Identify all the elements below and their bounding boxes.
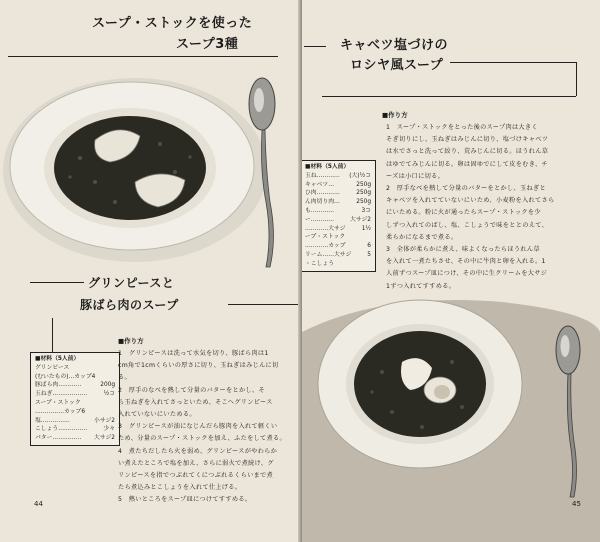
ingredient-qty: 250g	[356, 199, 371, 206]
ingredient-qty: 6	[367, 243, 371, 250]
right-title-rule-right	[450, 62, 576, 63]
ingredient-qty: ½コ	[103, 391, 115, 398]
ingredient-row	[35, 417, 115, 426]
method-line: 2 厚手のなべを熱して分量のバターをとかし、そ	[118, 386, 265, 394]
ingredient-qty: 250g	[356, 190, 371, 197]
ingredient-name: グリンピース	[35, 364, 70, 371]
left-page-number: 44	[34, 500, 43, 508]
method-line: 3 グリンピースが油になじんだら豚肉を入れて軽くい	[118, 423, 278, 431]
method-line: 1 グリンピースは洗って水気を切り、豚ばら肉は1	[118, 350, 269, 357]
method-line: る。	[118, 374, 131, 382]
ingredient-row	[305, 172, 371, 181]
ingredient-qty: 200g	[100, 382, 115, 389]
method-line: そぎ切りにし、玉ねぎはみじんに切り、塩づけキャベツ	[386, 136, 549, 144]
ingredient-row	[305, 198, 371, 207]
ingredient-qty: 1½	[361, 225, 371, 232]
left-title-line2: スープ3種	[176, 37, 239, 52]
method-line: を入れて一煮たちさせ、その中に牛肉と卵を入れる。1	[386, 258, 546, 266]
ingredient-row	[35, 399, 115, 408]
ingredient-row	[35, 364, 115, 373]
cabbage-soup-photo	[302, 292, 600, 542]
right-method-head: ■作り方	[382, 111, 408, 119]
ingredient-qty: 250g	[356, 181, 371, 188]
method-line: 3 全体が柔らかに煮え、味よくなったらほうれん草	[386, 246, 540, 254]
method-line: リンピースを指でつぶれてくにつぶれるくらいまで煮	[118, 472, 274, 480]
ingredient-row	[305, 260, 371, 269]
method-line: は水でさっと洗って絞り、荒みじんに切る。ほうれん草	[386, 148, 549, 156]
ingredient-name: …………カップ	[305, 243, 346, 250]
ingredient-row	[305, 233, 371, 242]
ingredient-row	[35, 408, 115, 417]
right-ingredients-list	[305, 172, 371, 269]
right-ingredients-head: ■材料（5人前）	[305, 164, 350, 170]
left-ingredients-box	[30, 352, 120, 446]
ingredient-name: …………大サジ	[305, 225, 346, 232]
ingredient-row	[305, 251, 371, 260]
ingredient-name: バター……………	[35, 435, 82, 442]
ingredient-row	[305, 189, 371, 198]
right-title-rule-bottom	[322, 96, 576, 97]
method-line: 4 煮たちだしたら火を弱め、グリンピースがやわらか	[118, 447, 278, 455]
left-ingredients-list	[35, 364, 115, 443]
ingredient-name: 玉ね…………	[305, 172, 340, 179]
ingredient-name: キャベツ…	[305, 181, 334, 188]
ingredient-row	[35, 425, 115, 434]
ingredient-name: ん肉切り肉…	[305, 199, 340, 206]
ingredient-name: ・こしょう	[305, 260, 334, 267]
right-page	[302, 0, 600, 542]
ingredient-row	[305, 225, 371, 234]
method-line: 1 スープ・ストックをとった後のスープ肉は大きく	[386, 124, 538, 131]
left-title-line1: スープ・ストックを使った	[92, 16, 253, 31]
method-line: 入れていないにいためる。	[118, 411, 196, 419]
green-pea-soup-photo	[0, 62, 290, 292]
subtitle-rule-right	[228, 304, 298, 305]
method-line: にいためる。粉に火が通ったらスープ・ストックを少	[386, 209, 541, 217]
method-line: 人前ずつスープ皿につけ、その中に生クリームを大サジ	[386, 270, 548, 278]
left-subtitle-line2: 豚ばら肉のスープ	[80, 298, 179, 312]
ingredient-name: スープ・ストック	[35, 399, 81, 406]
method-line: ーズは小口に切る。	[386, 172, 445, 180]
method-line: い煮えたところで塩を加え、さらに弱火で煮続け、グ	[118, 459, 274, 467]
ingredient-qty: 大サジ2	[350, 216, 371, 223]
method-line: キャベツを入れてていないにいため、小麦粉を入れてさら	[386, 197, 555, 205]
right-ingredients-box	[302, 160, 376, 272]
method-line: cm角で1cmくらいの厚さに切り、玉ねぎはみじんに切	[118, 362, 279, 370]
right-title-vertical-rule	[576, 62, 577, 96]
ingredient-name: ープ・ストック	[305, 234, 346, 241]
ingredient-name: 塩……………	[35, 417, 70, 424]
ingredient-row	[35, 434, 115, 443]
method-line: ら玉ねぎを入れてさっといため、そこへグリンピース	[118, 398, 273, 406]
ingredient-qty: 3コ	[361, 207, 371, 214]
right-title-line1: キャベツ塩づけの	[340, 38, 449, 53]
right-title-rule-left	[304, 46, 326, 47]
left-method-text	[118, 348, 298, 507]
method-line: しずつ入れてのばし、塩、こしょうで味をととのえて、	[386, 221, 549, 229]
left-subtitle-line1: グリンピースと	[88, 276, 175, 290]
method-line: 1ずつ入れてすすめる。	[386, 282, 456, 290]
ingredient-row	[305, 242, 371, 251]
method-line: たら煮込みとこしょうを入れて仕上げる。	[118, 484, 242, 492]
ingredient-qty: 小サジ2	[94, 417, 115, 424]
ingredient-name: 豚ばら肉…………	[35, 382, 82, 389]
ingredient-row	[305, 181, 371, 190]
method-line: はゆでてみじんに切る。卵は固ゆでにして皮をむき、チ	[386, 160, 548, 168]
ingredient-name: こしょう……………	[35, 426, 88, 433]
ingredient-row	[35, 390, 115, 399]
ingredient-row	[35, 373, 115, 382]
ingredient-name: (むいたもの)…カップ4	[35, 373, 96, 380]
ingredient-name: ……………カップ6	[35, 408, 86, 415]
ingredient-row	[305, 216, 371, 225]
method-line: ため、分量のスープ・ストックを加え、ふたをして煮る。	[118, 435, 286, 443]
ingredient-qty: 5	[367, 251, 371, 258]
left-method-head: ■作り方	[118, 337, 144, 345]
method-line: 柔らかになるまで煮る。	[386, 233, 458, 241]
ingredient-qty: 少々	[103, 426, 115, 433]
right-method-text	[386, 122, 591, 293]
ingredient-row	[305, 207, 371, 216]
ingredient-name: ー…………	[305, 216, 334, 223]
ingredient-qty: 大サジ2	[94, 435, 115, 442]
right-title-line2: ロシヤ風スープ	[350, 58, 444, 73]
method-line: 2 厚手なべを熱して分量のバターをとかし、玉ねぎと	[386, 185, 546, 193]
subtitle-rule-left	[30, 282, 84, 283]
method-line: 5 熱いところをスープ皿につけてすすめる。	[118, 496, 252, 504]
left-ingredients-head: ■材料（5人前）	[35, 356, 80, 362]
ingredient-name: ひ肉…………	[305, 190, 340, 197]
left-title-rule	[8, 56, 278, 57]
ingredient-qty: (大)½コ	[349, 172, 371, 179]
ingredient-row	[35, 381, 115, 390]
ingredient-name: リーム……大サジ	[305, 251, 352, 258]
ingredient-name: も…………	[305, 207, 334, 214]
right-page-number: 45	[572, 500, 581, 508]
ingredient-name: 玉ねぎ………………	[35, 391, 88, 398]
